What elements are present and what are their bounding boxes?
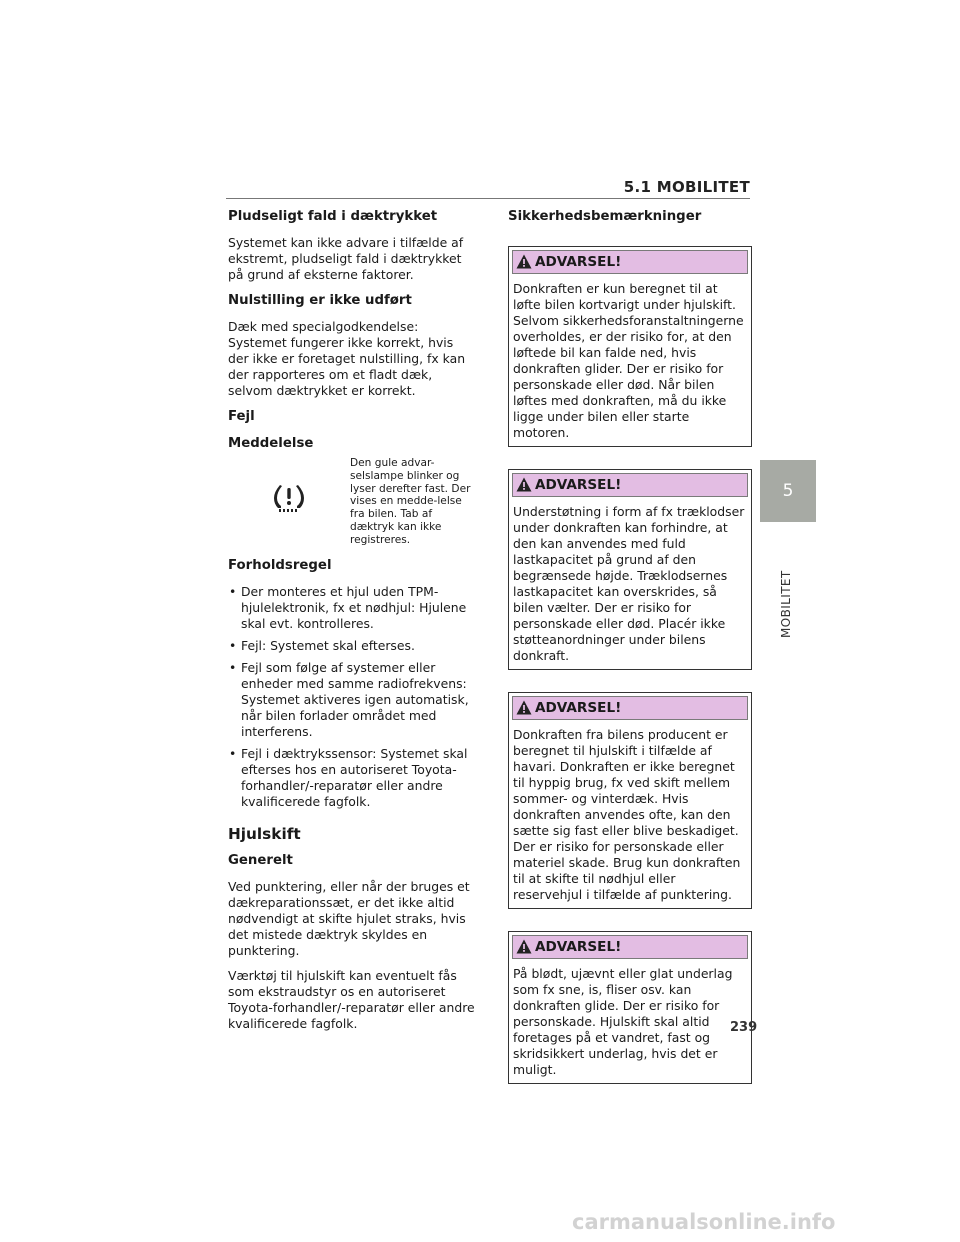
warning-header — [512, 473, 748, 497]
warning-text: Understøtning i form af fx træklodser under donkraften kan forhindre, at den kan anvendes med fuld lastkapacitet på grund af den begrænsede højde. Træklodsernes lastkapacitet kan overskrides, så bilen vælter. Der er risiko for personskade eller død. Placér ikke støtteanordninger under bilens donkraft. — [513, 504, 745, 663]
warning-box — [508, 469, 752, 670]
list-item: • Fejl som følge af systemer eller enheder med samme radiofrekvens: Systemet aktiveres igen automatisk, når bilen forlader området med interferens. — [228, 660, 476, 740]
watermark: carmanualsonline.info — [572, 1210, 836, 1234]
list-item: • Der monteres et hjul uden TPM-hjulelektronik, fx et nødhjul: Hjulene skal evt. kontrolleres. — [228, 584, 476, 632]
heading-message: Meddelelse — [228, 436, 314, 451]
warning-header — [512, 935, 748, 959]
text-general-1: Ved punktering, eller når der bruges et dækreparationssæt, er det ikke altid nødvendigt at skifte hjulet straks, hvis det mistede dæktryk skyldes en punktering. — [228, 878, 470, 958]
chapter-label: MOBILITET — [779, 570, 793, 638]
heading-general: Generelt — [228, 852, 293, 868]
warning-text: Donkraften fra bilens producent er beregnet til hjulskift i tilfælde af havari. Donkraften er ikke beregnet til hyppig brug, fx ved skift mellem sommer- og vinterdæk. Hvis donkraften anvendes ofte, kan den sætte sig fast eller blive beskadiget. Der er risiko for personskade eller materiel skade. Brug kun donkraften til at skifte til nødhjul eller reservehjul i tilfælde af punktering. — [513, 727, 741, 902]
warning-label: ADVARSEL! — [535, 254, 622, 270]
header-rule — [226, 198, 750, 199]
list-item: • Fejl i dæktrykssensor: Systemet skal efterses hos en autoriseret Toyota-forhandler/-reparatør eller andre kvalificerede fagfolk. — [228, 746, 476, 810]
text-sudden-drop: Systemet kan ikke advare i tilfælde af ekstremt, pludseligt fald i dæktrykket på grund af eksterne faktorer. — [228, 235, 464, 282]
chapter-tab[interactable] — [760, 460, 816, 522]
heading-sudden-drop: Pludseligt fald i dæktrykket — [228, 209, 438, 224]
list-item: • Fejl: Systemet skal efterses. — [228, 638, 476, 654]
warning-triangle-icon — [516, 939, 532, 961]
heading-safety: Sikkerhedsbemærkninger — [508, 209, 702, 224]
warning-label: ADVARSEL! — [535, 939, 622, 955]
heading-fault: Fejl — [228, 409, 255, 424]
tire-pressure-warning-icon — [228, 457, 350, 547]
warning-header — [512, 696, 748, 720]
text-general-2: Værktøj til hjulskift kan eventuelt fås som ekstraudstyr os en autoriseret Toyota-forhandler/-reparatør eller andre kvalificerede fagfolk. — [228, 967, 475, 1031]
message-text: Den gule advar-selslampe blinker og lyser derefter fast. Der vises en medde-lelse fra bilen. Tab af dæktryk kan ikke registreres. — [350, 457, 471, 546]
heading-measure: Forholdsregel — [228, 557, 332, 573]
warning-triangle-icon — [516, 700, 532, 722]
left-column — [228, 208, 476, 1041]
warning-text: Donkraften er kun beregnet til at løfte bilen kortvarigt under hjulskift. Selvom sikkerhedsforanstaltningerne overholdes, er der risiko for, at den løftede bil kan falde ned, hvis donkraften glider. Der er risiko for personskade eller død. Når bilen løftes med donkraften, må du ikke ligge under bilen eller starte motoren. — [513, 281, 744, 440]
page-number: 239 — [730, 1020, 758, 1035]
warning-box — [508, 931, 752, 1084]
warning-label: ADVARSEL! — [535, 477, 622, 493]
section-title: 5.1 MOBILITET — [623, 178, 750, 196]
chapter-number: 5 — [782, 481, 794, 501]
warning-triangle-icon — [516, 477, 532, 499]
warning-box — [508, 692, 752, 909]
heading-reset: Nulstilling er ikke udført — [228, 293, 412, 308]
message-row — [228, 457, 476, 547]
right-column — [508, 208, 752, 1106]
warning-label: ADVARSEL! — [535, 700, 622, 716]
heading-wheel-change: Hjulskift — [228, 824, 301, 843]
warning-header — [512, 250, 748, 274]
warning-text: På blødt, ujævnt eller glat underlag som fx sne, is, fliser osv. kan donkraften glide. Der er risiko for personskade. Hjulskift skal altid foretages på et vandret, fast og skridsikkert underlag, hvis det er muligt. — [513, 966, 733, 1077]
warning-triangle-icon — [516, 254, 532, 276]
text-reset: Dæk med specialgodkendelse: Systemet fungerer ikke korrekt, hvis der ikke er foretaget nulstilling, fx kan der rapporteres om et fladt dæk, selvom dæktrykket er korrekt. — [228, 319, 466, 398]
measure-list — [228, 584, 476, 810]
warning-box — [508, 246, 752, 447]
